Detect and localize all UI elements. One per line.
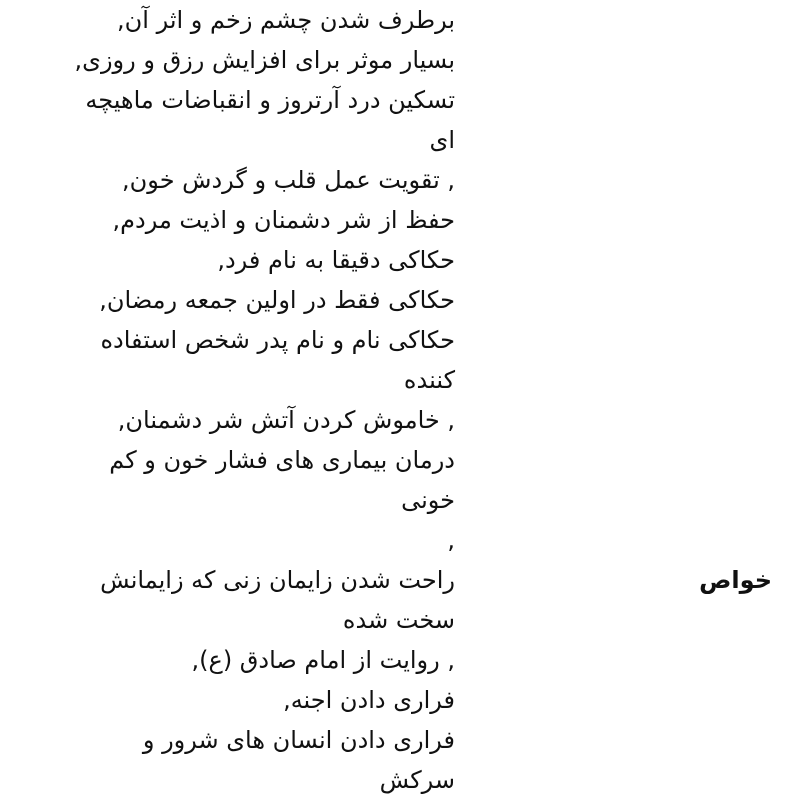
properties-label: خواص [699,566,772,594]
text-line: حفظ از شر دشمنان و اذیت مردم, [112,206,455,234]
properties-text [25,0,455,800]
text-line: فراری دادن انسان های شرور و [142,726,455,754]
text-line: حکاکی نام و نام پدر شخص استفاده [100,326,455,354]
text-line: تسکین درد آرتروز و انقباضات ماهیچه [85,86,455,114]
text-line: راحت شدن زایمان زنی که زایمانش [100,566,455,594]
text-line: خونی [401,486,455,514]
text-line: سرکش [379,766,455,794]
text-line: ای [429,126,455,154]
text-line: کننده [403,366,455,394]
text-line: فراری دادن اجنه, [283,686,455,714]
text-line: درمان بیماری های فشار خون و کم [109,446,455,474]
text-line: , تقویت عمل قلب و گردش خون, [122,166,455,194]
text-line: , خاموش کردن آتش شر دشمنان, [117,406,455,434]
text-line: برطرف شدن چشم زخم و اثر آن, [117,6,455,34]
text-line: , [447,526,455,554]
text-line: حکاکی فقط در اولین جمعه رمضان, [99,286,455,314]
text-line: سخت شده [342,606,455,634]
text-line: , روایت از امام صادق (ع), [191,646,455,674]
text-line: حکاکی دقیقا به نام فرد, [217,246,455,274]
text-line: بسیار موثر برای افزایش رزق و روزی, [74,46,455,74]
